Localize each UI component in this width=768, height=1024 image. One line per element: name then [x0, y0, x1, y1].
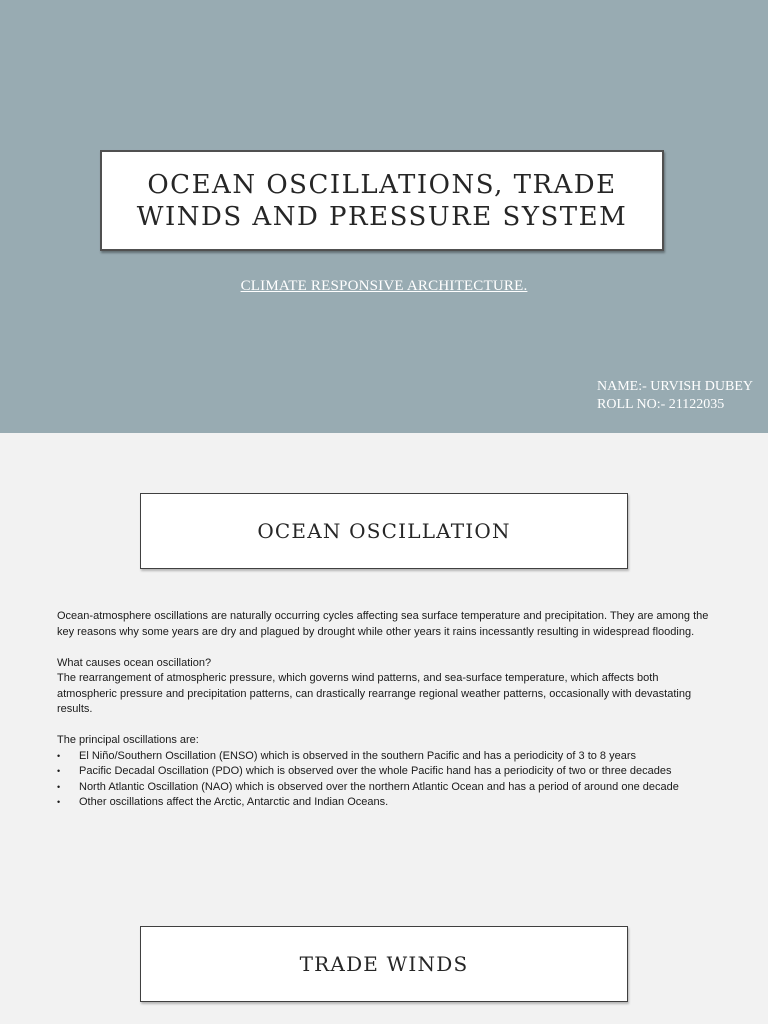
bullet-icon: • [57, 781, 61, 792]
title-box [100, 150, 664, 251]
author-block [597, 378, 753, 414]
roll-number: ROLL NO:- 21122035 [597, 397, 725, 412]
oscillation-list [57, 749, 717, 811]
intro-paragraph: Ocean-atmosphere oscillations are naturally occurring cycles affecting sea surface temperature and precipitation. They are among the key reasons why some years are dry and plagued by drought while other years it rains incessantly resulting in widespread flooding. [57, 610, 709, 638]
title-slide [0, 0, 768, 433]
list-item-text: North Atlantic Oscillation (NAO) which is observed over the northern Atlantic Ocean and has a period of around one decade [79, 780, 679, 793]
answer-paragraph: The rearrangement of atmospheric pressure, which governs wind patterns, and sea-surface temperature, which affects both atmospheric pressure and precipitation patterns, can drastically rearrange regional weather patterns, occasionally with devastating results. [57, 672, 692, 715]
bullet-icon: • [57, 766, 61, 776]
slide-subtitle: CLIMATE RESPONSIVE ARCHITECTURE. [240, 278, 528, 294]
question-line: What causes ocean oscillation? [57, 656, 212, 669]
list-item [57, 764, 711, 780]
list-intro: The principal oscillations are: [57, 734, 199, 746]
list-item-text: El Niño/Southern Oscillation (ENSO) which is observed in the southern Pacific and has a periodicity of 3 to 8 years [79, 749, 636, 762]
body-text [57, 609, 717, 811]
slide-title: OCEAN OSCILLATIONS, TRADE WINDS AND PRESSURE SYSTEM [136, 169, 628, 232]
section-heading-box [140, 493, 628, 569]
next-section-heading-box [140, 926, 628, 1002]
bullet-icon: • [57, 797, 61, 807]
list-item-text: Pacific Decadal Oscillation (PDO) which is observed over the whole Pacific hand has a periodicity of two or three decades [79, 765, 672, 777]
list-item [57, 749, 711, 765]
bullet-icon: • [57, 750, 61, 761]
ocean-oscillation-slide [0, 433, 768, 1024]
list-item-text: Other oscillations affect the Arctic, Antarctic and Indian Oceans. [79, 796, 389, 808]
paragraph-gap [57, 718, 717, 734]
author-name: NAME:- URVISH DUBEY [597, 379, 753, 394]
section-heading: OCEAN OSCILLATION [257, 519, 511, 543]
list-item [57, 780, 711, 796]
paragraph-gap [57, 640, 717, 656]
list-item [57, 795, 711, 811]
next-section-heading: TRADE WINDS [299, 952, 469, 976]
